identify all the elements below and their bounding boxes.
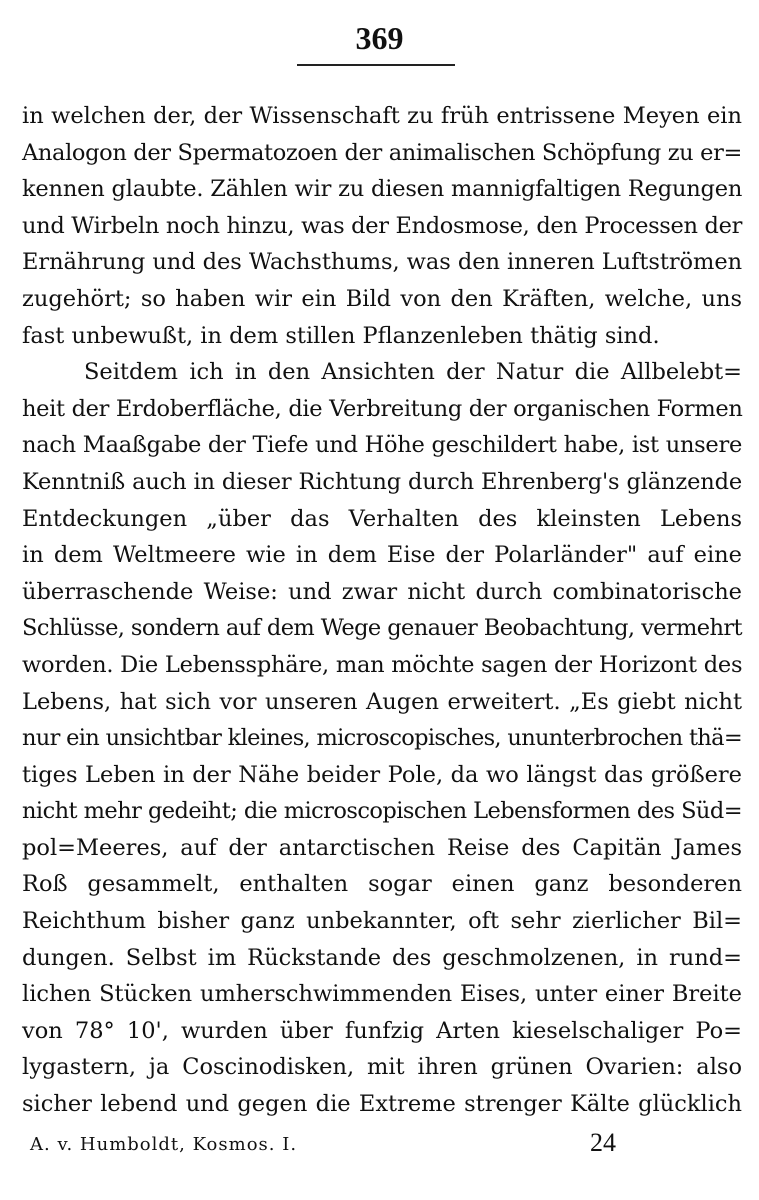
text-line: Ernährung und des Wachsthums, was den inneren Luftströmen [22, 249, 743, 276]
body-text [22, 98, 742, 1123]
text-line: worden. Die Lebenssphäre, man möchte sagen der Horizont des [22, 651, 743, 678]
text-line: zugehört; so haben wir ein Bild von den Kräften, welche, uns [22, 285, 742, 312]
text-line: tiges Leben in der Nähe beider Pole, da wo längst das größere [22, 761, 742, 788]
signature-mark: A. v. Humboldt, Kosmos. I. [30, 1134, 298, 1155]
text-line: und Wirbeln noch hinzu, was der Endosmose, den Processen der [22, 212, 742, 239]
text-line: in welchen der, der Wissenschaft zu früh entrissene Meyen ein [22, 103, 742, 129]
text-line: überraschende Weise: und zwar nicht durch combinatorische [22, 578, 742, 605]
text-line: dungen. Selbst im Rückstande des geschmolzenen, in rund= [22, 944, 742, 971]
text-line: nur ein unsichtbar kleines, microscopisches, ununterbrochen thä= [22, 725, 742, 752]
text-line: Analogon der Spermatozoen der animalischen Schöpfung zu er= [22, 139, 742, 166]
text-line: lichen Stücken umherschwimmenden Eises, unter einer Breite [22, 981, 742, 1008]
text-line: fast unbewußt, in dem stillen Pflanzenleben thätig sind. [22, 322, 660, 349]
text-line: nach Maaßgabe der Tiefe und Höhe geschildert habe, ist unsere [22, 432, 742, 459]
text-line: Kenntniß auch in dieser Richtung durch Ehrenberg's glänzende [22, 468, 742, 495]
text-line: Entdeckungen „über das Verhalten des kleinsten Lebens [22, 505, 742, 532]
text-line: in dem Weltmeere wie in dem Eise der Polarländer" auf eine [22, 542, 742, 569]
text-line: Schlüsse, sondern auf dem Wege genauer Beobachtung, vermehrt [22, 615, 742, 642]
text-line: heit der Erdoberfläche, die Verbreitung der organischen Formen [22, 395, 743, 422]
text-line: kennen glaubte. Zählen wir zu diesen mannigfaltigen Regungen [22, 176, 743, 203]
text-line: sicher lebend und gegen die Extreme strenger Kälte glücklich [22, 1091, 742, 1118]
text-line: pol=Meeres, auf der antarctischen Reise des Capitän James [22, 834, 742, 861]
text-line: Roß gesammelt, enthalten sogar einen ganz besonderen [22, 871, 742, 898]
page-number: 369 [355, 20, 404, 56]
text-line: nicht mehr gedeiht; die microscopischen Lebensformen des Süd= [22, 798, 742, 825]
text-line: Seitdem ich in den Ansichten der Natur die Allbelebt= [84, 359, 742, 386]
text-line: lygastern, ja Coscinodisken, mit ihren grünen Ovarien: also [22, 1054, 742, 1081]
sheet-number: 24 [590, 1128, 616, 1157]
text-line: Reichthum bisher ganz unbekannter, oft sehr zierlicher Bil= [22, 908, 742, 935]
header-rule [297, 64, 455, 66]
text-line: Lebens, hat sich vor unseren Augen erweitert. „Es giebt nicht [22, 688, 742, 715]
text-line: von 78° 10', wurden über funfzig Arten kieselschaliger Po= [22, 1017, 742, 1044]
page-footer [0, 1128, 759, 1164]
